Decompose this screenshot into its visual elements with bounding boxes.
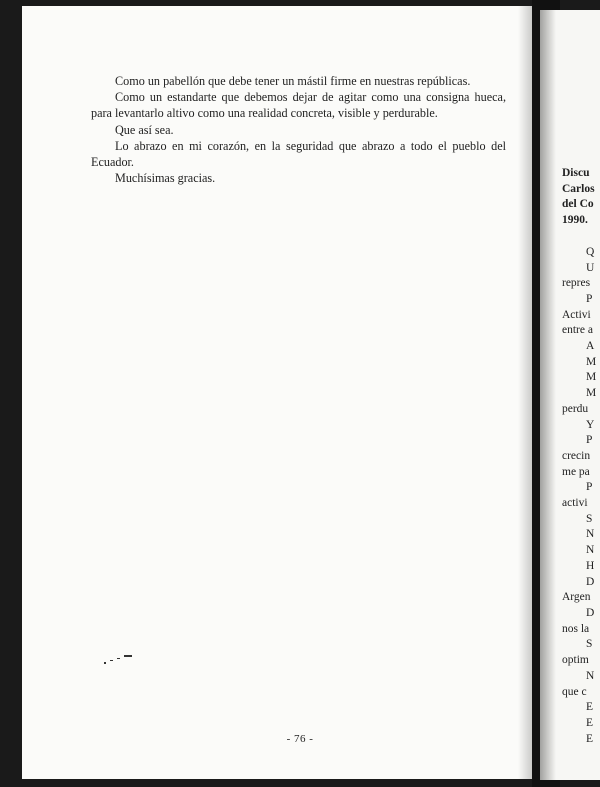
- right-page-shadow: [540, 10, 556, 780]
- right-text-line: Argen: [562, 591, 591, 604]
- right-text-line: Activi: [562, 308, 591, 321]
- right-text-line: entre a: [562, 324, 593, 337]
- right-text-line: M: [586, 355, 597, 368]
- left-page-text: [91, 73, 506, 186]
- right-text-line: D: [586, 606, 595, 619]
- right-text-line: S: [586, 512, 593, 525]
- right-page-text: [562, 166, 600, 747]
- spacer: [562, 229, 600, 245]
- right-text-line: me pa: [562, 465, 590, 478]
- right-text-line: H: [586, 559, 595, 572]
- right-text-line: optim: [562, 654, 589, 667]
- right-heading-line: Discu: [562, 167, 590, 179]
- scan-speck: [104, 662, 106, 664]
- right-text-line: N: [586, 669, 595, 682]
- right-text-line: perdu: [562, 402, 589, 415]
- right-text-line: M: [586, 387, 597, 400]
- right-text-line: repres: [562, 277, 591, 290]
- right-text-line: P: [586, 481, 593, 494]
- right-text-line: Q: [586, 245, 595, 258]
- right-text-line: nos la: [562, 622, 590, 635]
- paragraph: Lo abrazo en mi corazón, en la seguridad que abrazo a todo el pueblo del Ecuador.: [91, 138, 506, 170]
- right-text-line: E: [586, 701, 594, 714]
- right-text-line: N: [586, 528, 595, 541]
- right-text-line: N: [586, 544, 595, 557]
- right-text-line: P: [586, 434, 593, 447]
- paragraph: Como un pabellón que debe tener un mástil firme en nuestras repúblicas.: [115, 74, 471, 88]
- right-text-line: que c: [562, 685, 587, 698]
- page-number: - 76 -: [286, 733, 314, 745]
- right-text-line: E: [586, 732, 594, 745]
- right-heading-line: del Co: [562, 198, 594, 211]
- paragraph: Muchísimas gracias.: [115, 171, 216, 186]
- scan-speck: [110, 660, 113, 661]
- right-text-line: E: [586, 716, 594, 729]
- right-text-line: U: [586, 261, 595, 274]
- right-text-line: Y: [586, 418, 595, 431]
- right-text-line: A: [586, 340, 595, 353]
- right-text-line: crecin: [562, 449, 591, 462]
- right-text-line: M: [586, 371, 597, 384]
- paragraph: Que así sea.: [115, 122, 174, 137]
- scan-speck: [124, 655, 132, 657]
- right-heading-line: 1990.: [562, 214, 588, 227]
- right-text-line: D: [586, 575, 595, 588]
- paragraph: Como un estandarte que debemos dejar de agitar como una consigna hueca, para levantarlo altivo como una realidad concreta, visible y perdurable.: [91, 90, 506, 121]
- right-text-line: S: [586, 638, 593, 651]
- scan-speck: [117, 658, 120, 659]
- right-text-line: activi: [562, 497, 588, 510]
- right-text-line: P: [586, 292, 593, 305]
- right-heading-line: Carlos: [562, 182, 595, 195]
